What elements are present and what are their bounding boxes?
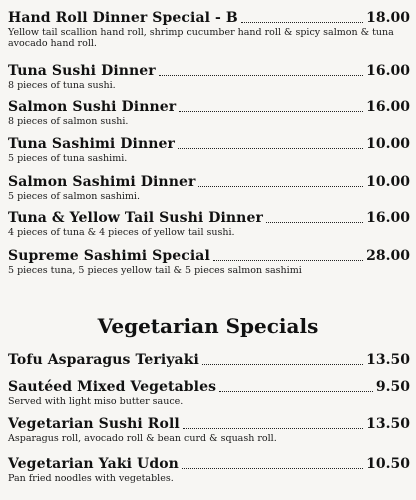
- item-price: 10.00: [366, 174, 410, 190]
- menu-item: [8, 416, 410, 444]
- dot-leader: [202, 363, 363, 365]
- menu-item: [8, 136, 410, 164]
- item-price: 16.00: [366, 63, 410, 79]
- item-description: 4 pieces of tuna & 4 pieces of yellow tail sushi.: [8, 227, 235, 238]
- item-description: 8 pieces of tuna sushi.: [8, 80, 116, 91]
- dot-leader: [179, 110, 363, 112]
- item-price: 18.00: [366, 10, 410, 26]
- item-name: Tuna & Yellow Tail Sushi Dinner: [8, 210, 263, 226]
- item-price: 13.50: [366, 352, 410, 368]
- item-name: Tofu Asparagus Teriyaki: [8, 352, 199, 368]
- dot-leader: [219, 390, 373, 392]
- item-price: 16.00: [366, 210, 410, 226]
- item-price: 16.00: [366, 99, 410, 115]
- menu-item: [8, 248, 410, 276]
- dot-leader: [178, 147, 363, 149]
- item-name: Vegetarian Yaki Udon: [8, 456, 179, 472]
- menu-item: [8, 99, 410, 127]
- dot-leader: [241, 21, 363, 23]
- dot-leader: [198, 185, 363, 187]
- item-description: Asparagus roll, avocado roll & bean curd & squash roll.: [8, 433, 277, 444]
- menu-item: [8, 379, 410, 407]
- dot-leader: [182, 467, 363, 469]
- item-name: Tuna Sushi Dinner: [8, 63, 156, 79]
- item-price: 9.50: [375, 379, 410, 395]
- item-description: Served with light miso butter sauce.: [8, 396, 184, 407]
- menu-item: [8, 10, 410, 49]
- menu-item: [8, 63, 410, 91]
- item-name: Supreme Sashimi Special: [8, 248, 210, 264]
- menu-item: [8, 210, 410, 238]
- dot-leader: [213, 259, 363, 261]
- item-description: Pan fried noodles with vegetables.: [8, 473, 174, 484]
- item-description: 5 pieces of salmon sashimi.: [8, 191, 140, 202]
- item-name: Salmon Sashimi Dinner: [8, 174, 196, 190]
- item-name: Tuna Sashimi Dinner: [8, 136, 176, 152]
- item-description: Yellow tail scallion hand roll, shrimp cucumber hand roll & spicy salmon & tuna avocado hand roll.: [8, 27, 394, 49]
- item-description: 5 pieces tuna, 5 pieces yellow tail & 5 pieces salmon sashimi: [8, 265, 302, 276]
- item-price: 13.50: [366, 416, 410, 432]
- item-price: 10.00: [366, 136, 410, 152]
- dot-leader: [266, 221, 363, 223]
- item-name: Hand Roll Dinner Special - B: [8, 10, 238, 26]
- menu-item: [8, 174, 410, 202]
- item-name: Salmon Sushi Dinner: [8, 99, 177, 115]
- item-name: Vegetarian Sushi Roll: [8, 416, 180, 432]
- menu-item: [8, 352, 410, 368]
- dot-leader: [183, 427, 363, 429]
- section-heading: Vegetarian Specials: [97, 314, 319, 338]
- dot-leader: [159, 74, 363, 76]
- menu-item: [8, 456, 410, 484]
- item-price: 10.50: [366, 456, 410, 472]
- item-description: 8 pieces of salmon sushi.: [8, 116, 129, 127]
- item-price: 28.00: [366, 248, 410, 264]
- item-description: 5 pieces of tuna sashimi.: [8, 153, 128, 164]
- item-name: Sautéed Mixed Vegetables: [8, 379, 217, 395]
